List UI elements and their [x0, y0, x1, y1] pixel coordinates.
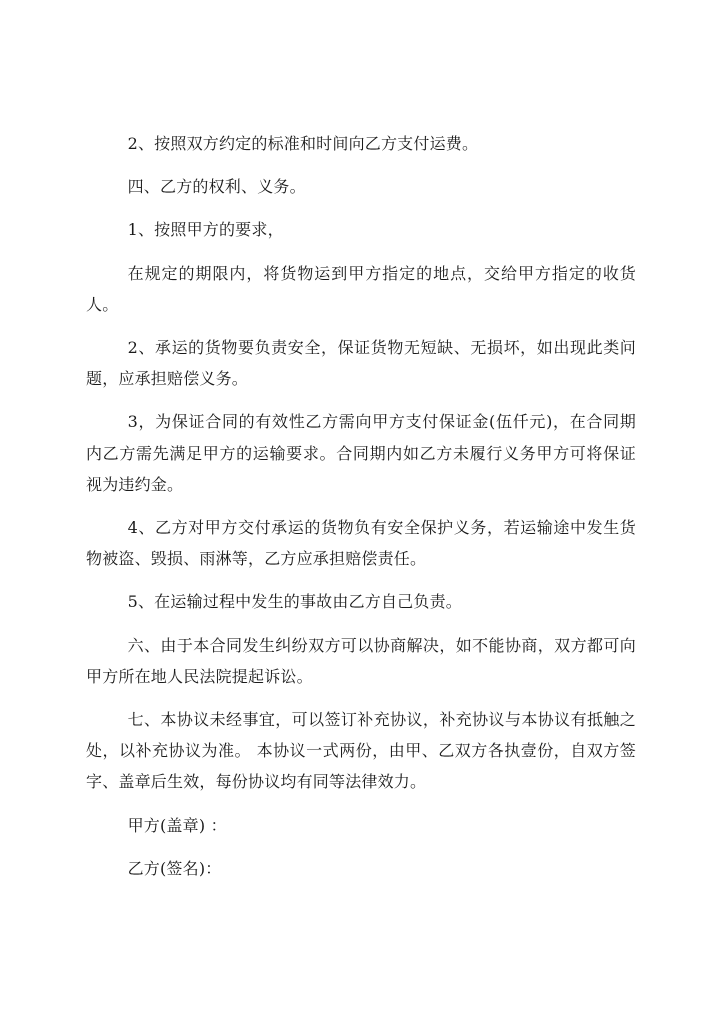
paragraph-deposit: 3，为保证合同的有效性乙方需向甲方支付保证金(伍仟元)，在合同期内乙方需先满足甲方的运输要求。合同期内如乙方未履行义务甲方可将保证视为违约金。 [86, 412, 636, 494]
paragraph-protection-duty: 4、乙方对甲方交付承运的货物负有安全保护义务，若运输途中发生货物被盗、毁损、雨淋等，乙方应承担赔偿责任。 [86, 518, 636, 569]
signature-party-a: 甲方(盖章) ： [127, 815, 227, 835]
paragraph-follow-requirements: 1、按照甲方的要求， [127, 220, 284, 240]
paragraph-payment-duty: 2、按照双方约定的标准和时间向乙方支付运费。 [127, 134, 479, 153]
paragraph-delivery-deadline: 在规定的期限内，将货物运到甲方指定的地点，交给甲方指定的收货人。 [86, 263, 636, 314]
section-supplementary-agreement: 七、本协议未经事宜，可以签订补充协议，补充协议与本协议有抵触之处，以补充协议为准。 本协议一式两份，由甲、乙双方各执壹份，自双方签字、盖章后生效，每份协议均有同等法律效力。 [86, 710, 636, 792]
section-heading-party-b-rights: 四、乙方的权利、义务。 [127, 177, 306, 197]
paragraph-accident-liability: 5、在运输过程中发生的事故由乙方自己负责。 [127, 592, 462, 612]
document-body [86, 128, 636, 896]
paragraph-cargo-safety: 2、承运的货物要负责安全，保证货物无短缺、无损坏，如出现此类问题，应承担赔偿义务。 [86, 338, 636, 389]
signature-party-b: 乙方(签名)： [127, 858, 222, 878]
section-dispute-resolution: 六、由于本合同发生纠纷双方可以协商解决，如不能协商，双方都可向甲方所在地人民法院提起诉讼。 [86, 635, 636, 686]
